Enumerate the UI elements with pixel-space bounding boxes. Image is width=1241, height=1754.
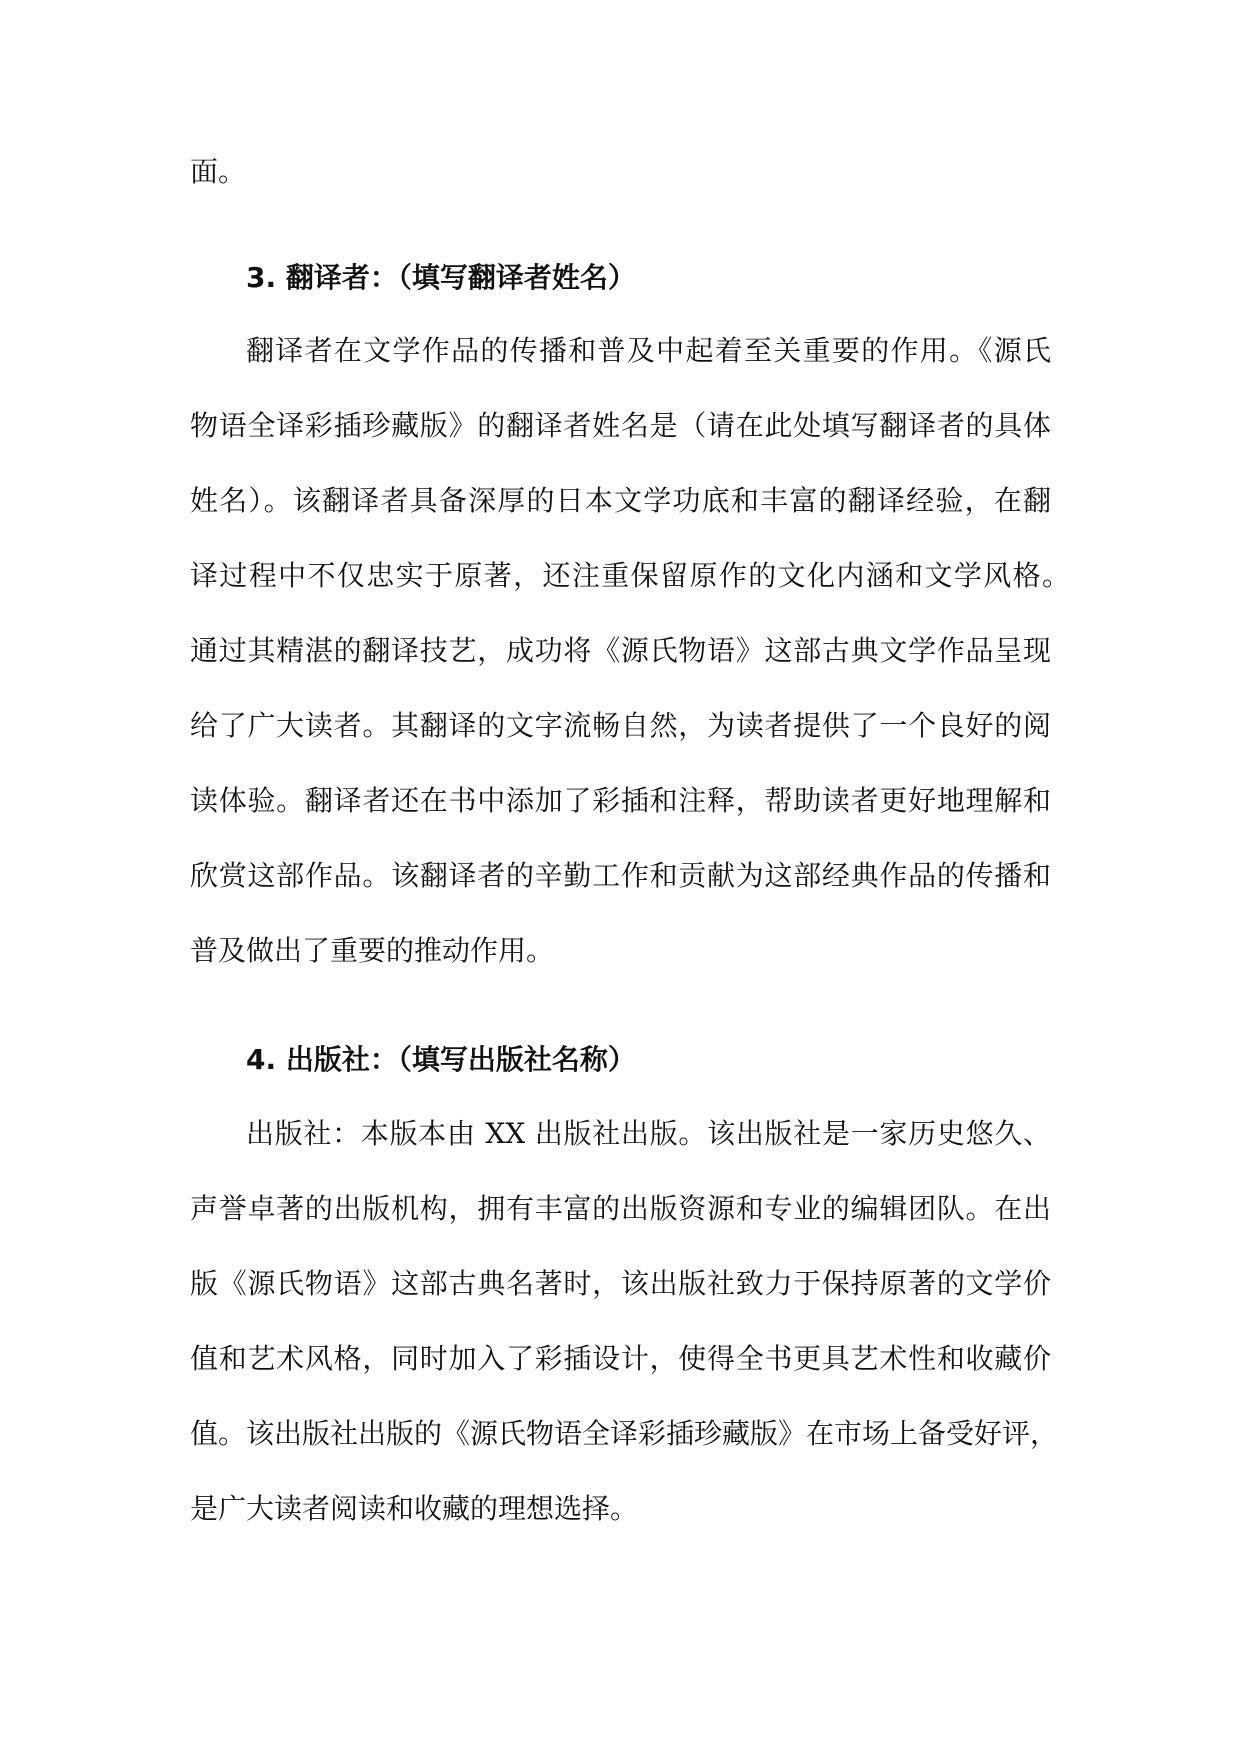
text-line-13: 出版社：本版本由 XX 出版社出版。该出版社是一家历史悠久、	[246, 1117, 1051, 1150]
paragraph-translator-line	[0, 781, 1241, 821]
text-line-14: 声誉卓著的出版机构，拥有丰富的出版资源和专业的编辑团队。在出	[190, 1192, 1051, 1225]
text-line-1: 面。	[190, 155, 247, 188]
section-heading-translator	[0, 258, 1241, 298]
text-line-11: 普及做出了重要的推动作用。	[190, 934, 555, 967]
paragraph-translator-line	[0, 406, 1241, 446]
text-line-3: 翻译者在文学作品的传播和普及中起着至关重要的作用。《源氏	[246, 334, 1051, 367]
text-line-16: 值和艺术风格，同时加入了彩插设计，使得全书更具艺术性和收藏价	[190, 1342, 1051, 1375]
paragraph-translator-line	[0, 706, 1241, 746]
paragraph-translator-line	[0, 631, 1241, 671]
text-line-4: 物语全译彩插珍藏版》的翻译者姓名是（请在此处填写翻译者的具体	[190, 409, 1051, 442]
text-line-5: 姓名）。该翻译者具备深厚的日本文学功底和丰富的翻译经验，在翻	[190, 484, 1051, 517]
paragraph-publisher-line	[0, 1414, 1241, 1454]
paragraph-translator-line	[0, 331, 1241, 371]
text-line-7: 通过其精湛的翻译技艺，成功将《源氏物语》这部古典文学作品呈现	[190, 634, 1051, 667]
paragraph-publisher-line	[0, 1264, 1241, 1304]
paragraph-translator-line	[0, 856, 1241, 896]
paragraph-translator-line	[0, 556, 1241, 596]
text-line-15: 版《源氏物语》这部古典名著时，该出版社致力于保持原著的文学价	[190, 1267, 1051, 1300]
paragraph-publisher-line	[0, 1339, 1241, 1379]
text-line-9: 读体验。翻译者还在书中添加了彩插和注释，帮助读者更好地理解和	[190, 784, 1051, 817]
text-line-6: 译过程中不仅忠实于原著，还注重保留原作的文化内涵和文学风格。	[190, 559, 1070, 592]
section-heading-publisher	[0, 1040, 1241, 1080]
text-line-8: 给了广大读者。其翻译的文字流畅自然，为读者提供了一个良好的阅	[190, 709, 1051, 742]
paragraph-continuation-line	[0, 152, 1241, 192]
paragraph-publisher-line	[0, 1489, 1241, 1529]
heading-translator-text: 3. 翻译者：（填写翻译者姓名）	[246, 261, 636, 294]
heading-publisher-text: 4. 出版社：（填写出版社名称）	[246, 1043, 636, 1076]
paragraph-publisher-line	[0, 1114, 1241, 1154]
paragraph-translator-line	[0, 931, 1241, 971]
paragraph-publisher-line	[0, 1189, 1241, 1229]
text-line-18: 是广大读者阅读和收藏的理想选择。	[190, 1492, 639, 1525]
text-line-17: 值。该出版社出版的《源氏物语全译彩插珍藏版》在市场上备受好评，	[190, 1417, 1059, 1450]
text-line-10: 欣赏这部作品。该翻译者的辛勤工作和贡献为这部经典作品的传播和	[190, 859, 1051, 892]
paragraph-translator-line	[0, 481, 1241, 521]
